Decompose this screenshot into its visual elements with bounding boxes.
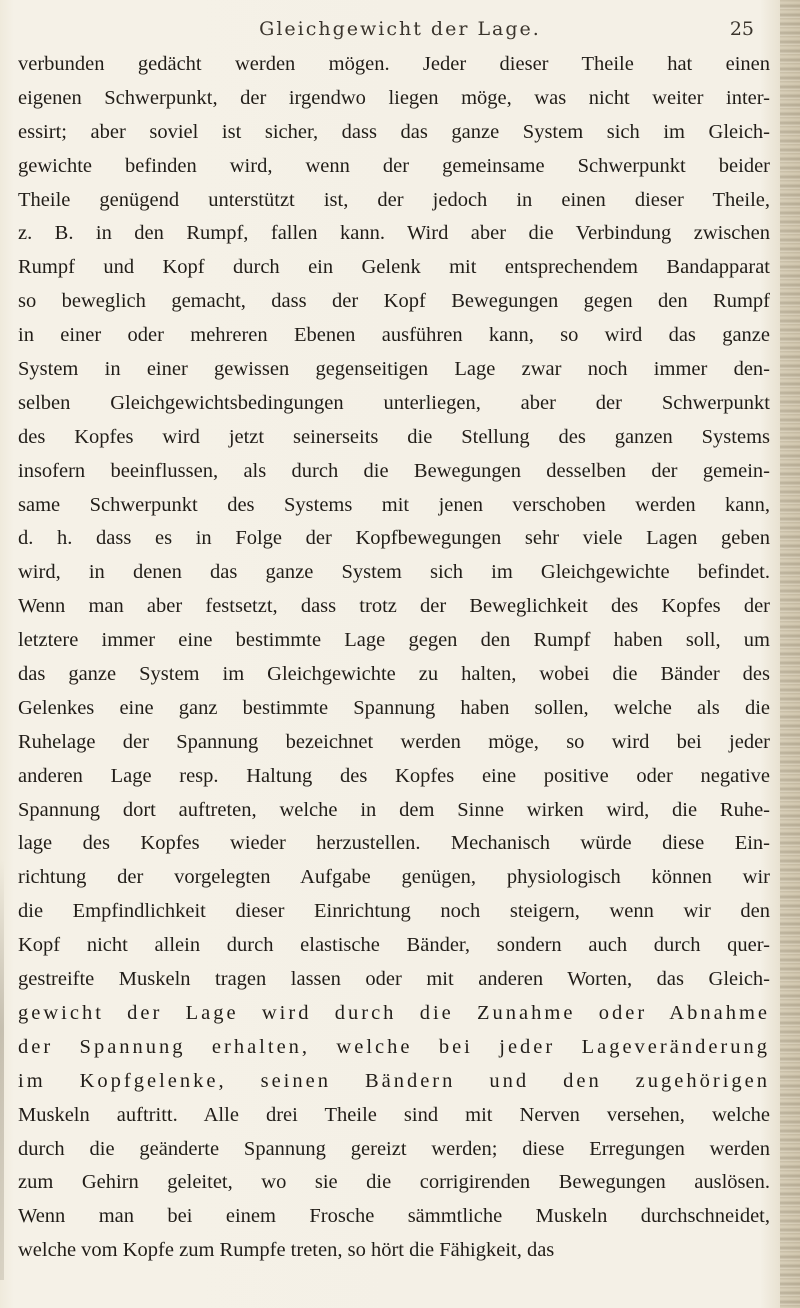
text-line: essirt; aber soviel ist sicher, dass das ganze System sich im Gleich-: [18, 120, 770, 143]
text-line-emphasis: gewicht der Lage wird durch die Zunahme oder Abnahme: [18, 1001, 770, 1024]
text-line: zum Gehirn geleitet, wo sie die corrigirenden Bewegungen auslösen.: [18, 1171, 770, 1194]
text-line: Wenn man bei einem Frosche sämmtliche Muskeln durchschneidet,: [18, 1205, 770, 1228]
text-line: so beweglich gemacht, dass der Kopf Bewegungen gegen den Rumpf: [18, 290, 770, 313]
body-text: [18, 48, 770, 1268]
page-edge-shadow: [0, 860, 4, 1280]
text-line: wird, in denen das ganze System sich im Gleichgewichte befindet.: [18, 561, 770, 584]
text-line: eigenen Schwerpunkt, der irgendwo liegen möge, was nicht weiter inter-: [18, 86, 770, 109]
text-line: des Kopfes wird jetzt seinerseits die Stellung des ganzen Systems: [18, 425, 770, 448]
text-line: anderen Lage resp. Haltung des Kopfes eine positive oder negative: [18, 764, 770, 787]
text-line: Spannung dort auftreten, welche in dem Sinne wirken wird, die Ruhe-: [18, 798, 770, 821]
text-line: insofern beeinflussen, als durch die Bewegungen desselben der gemein-: [18, 459, 770, 482]
text-line: same Schwerpunkt des Systems mit jenen verschoben werden kann,: [18, 493, 770, 516]
text-line: Ruhelage der Spannung bezeichnet werden möge, so wird bei jeder: [18, 730, 770, 753]
text-line: die Empfindlichkeit dieser Einrichtung noch steigern, wenn wir den: [18, 900, 770, 923]
text-line: welche vom Kopfe zum Rumpfe treten, so hört die Fähigkeit, das: [18, 1239, 555, 1262]
text-line: durch die geänderte Spannung gereizt werden; diese Erregungen werden: [18, 1137, 770, 1160]
page-header: [0, 14, 800, 48]
text-line: das ganze System im Gleichgewichte zu halten, wobei die Bänder des: [18, 663, 770, 686]
page-number: 25: [729, 18, 754, 40]
text-line: letztere immer eine bestimmte Lage gegen den Rumpf haben soll, um: [18, 629, 770, 652]
text-line: Muskeln auftritt. Alle drei Theile sind mit Nerven versehen, welche: [18, 1103, 770, 1126]
text-line: gestreifte Muskeln tragen lassen oder mit anderen Worten, das Gleich-: [18, 968, 770, 991]
text-line: lage des Kopfes wieder herzustellen. Mechanisch würde diese Ein-: [18, 832, 770, 855]
page-binding-edge: [780, 0, 800, 1308]
text-line: d. h. dass es in Folge der Kopfbewegungen sehr viele Lagen geben: [18, 527, 770, 550]
text-line: Kopf nicht allein durch elastische Bänder, sondern auch durch quer-: [18, 934, 770, 957]
text-line: Wenn man aber festsetzt, dass trotz der Beweglichkeit des Kopfes der: [18, 595, 770, 618]
text-line: Theile genügend unterstützt ist, der jedoch in einen dieser Theile,: [18, 188, 770, 211]
text-line: z. B. in den Rumpf, fallen kann. Wird aber die Verbindung zwischen: [18, 222, 770, 245]
text-line-emphasis: im Kopfgelenke, seinen Bändern und den zugehörigen: [18, 1069, 770, 1092]
text-line: System in einer gewissen gegenseitigen Lage zwar noch immer den-: [18, 358, 770, 381]
text-line: gewichte befinden wird, wenn der gemeinsame Schwerpunkt beider: [18, 154, 770, 177]
text-line: Rumpf und Kopf durch ein Gelenk mit entsprechendem Bandapparat: [18, 256, 770, 279]
text-line: verbunden gedächt werden mögen. Jeder dieser Theile hat einen: [18, 53, 770, 75]
text-line: Gelenkes eine ganz bestimmte Spannung haben sollen, welche als die: [18, 696, 770, 719]
text-line: in einer oder mehreren Ebenen ausführen kann, so wird das ganze: [18, 324, 770, 347]
running-title: Gleichgewicht der Lage.: [259, 18, 541, 40]
text-line: richtung der vorgelegten Aufgabe genügen, physiologisch können wir: [18, 866, 770, 889]
text-line: selben Gleichgewichtsbedingungen unterliegen, aber der Schwerpunkt: [18, 391, 770, 414]
text-line-emphasis: der Spannung erhalten, welche bei jeder Lageveränderung: [18, 1035, 770, 1058]
